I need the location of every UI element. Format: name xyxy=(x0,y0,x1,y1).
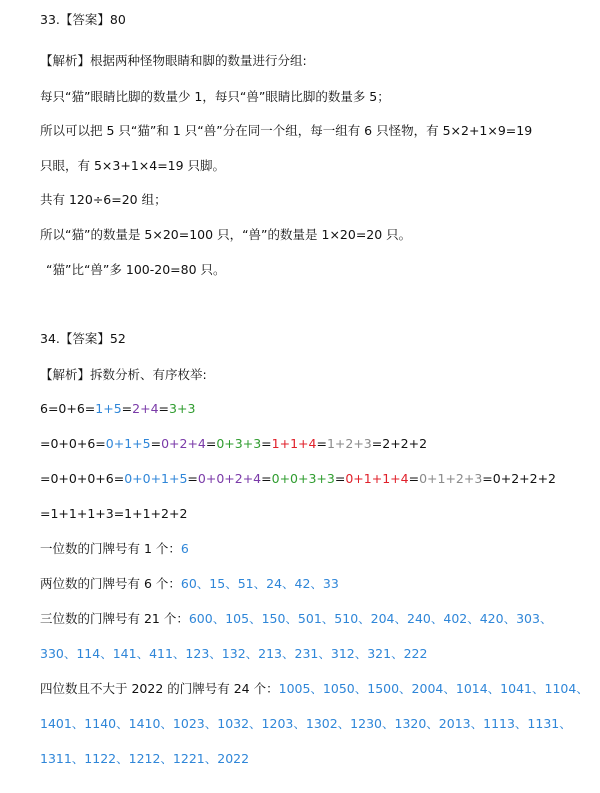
two-digit-label: 两位数的门牌号有 6 个： xyxy=(40,576,181,591)
q34-equation-four-parts xyxy=(40,471,556,487)
q33-heading: 33.【答案】80 xyxy=(40,12,126,27)
q33-line-5: 所以“猫”的数量是 5×20=100 只，“兽”的数量是 1×20=20 只。 xyxy=(40,227,412,242)
q34-two-digit-line xyxy=(40,576,339,592)
eq-segment: 1+2+3 xyxy=(326,436,372,451)
q34-one-digit-line xyxy=(40,541,189,557)
eq-segment: = xyxy=(316,436,327,451)
eq-segment: 0+1+5 xyxy=(105,436,151,451)
eq-segment: = xyxy=(334,471,346,486)
four-digit-values: 1005、1050、1500、2004、1014、1041、1104、 xyxy=(278,681,589,696)
eq-segment: 1+1+4 xyxy=(271,436,317,451)
eq-segment: 0+1+2+3 xyxy=(419,471,483,486)
eq-segment: 0+2+4 xyxy=(161,436,206,451)
eq-segment: = xyxy=(158,401,170,416)
q34-equation-two-parts xyxy=(40,401,195,417)
eq-segment: 3+3 xyxy=(169,401,196,416)
four-digit-values: 1401、1140、1410、1023、1032、1203、1302、1230、1320、2013、1113、1131、 xyxy=(40,716,572,731)
eq-segment: = xyxy=(121,401,133,416)
eq-segment: = xyxy=(205,436,217,451)
q34-three-digit-values-cont xyxy=(40,646,427,662)
eq-segment: = xyxy=(261,471,272,486)
q34-three-digit-line xyxy=(40,611,552,627)
eq-segment: 0+3+3 xyxy=(216,436,262,451)
eq-segment: =0+0+0+6= xyxy=(40,471,125,486)
one-digit-label: 一位数的门牌号有 1 个： xyxy=(40,541,181,556)
q34-heading: 34.【答案】52 xyxy=(40,331,126,346)
eq-segment: = xyxy=(261,436,272,451)
q33-line-1: 每只“猫”眼睛比脚的数量少 1，每只“兽”眼睛比脚的数量多 5； xyxy=(40,89,390,104)
eq-segment: 0+0+1+5 xyxy=(124,471,188,486)
eq-segment: 6=0+6= xyxy=(40,401,96,416)
one-digit-values: 6 xyxy=(180,541,189,556)
eq-segment: 0+1+1+4 xyxy=(345,471,409,486)
three-digit-values: 330、114、141、411、123、132、213、231、312、321、222 xyxy=(40,646,428,661)
three-digit-label: 三位数的门牌号有 21 个： xyxy=(40,611,189,626)
eq-segment: 1+5 xyxy=(95,401,122,416)
q33-analysis-intro: 【解析】根据两种怪物眼睛和脚的数量进行分组: xyxy=(40,53,307,68)
eq-segment: 2+4 xyxy=(132,401,159,416)
eq-segment: 0+0+2+4 xyxy=(197,471,262,486)
q34-analysis-intro: 【解析】拆数分析、有序枚举: xyxy=(40,367,207,382)
two-digit-values: 60、15、51、24、42、33 xyxy=(180,576,339,591)
q34-equation-three-parts xyxy=(40,436,427,452)
eq-segment: = xyxy=(187,471,198,486)
three-digit-values: 600、105、150、501、510、204、240、402、420、303、 xyxy=(188,611,553,626)
eq-segment: =2+2+2 xyxy=(371,436,428,451)
q33-conclusion: “猫”比“兽”多 100-20=80 只。 xyxy=(46,262,226,277)
eq-segment: = xyxy=(408,471,420,486)
q34-four-digit-values-cont xyxy=(40,716,572,732)
four-digit-label: 四位数且不大于 2022 的门牌号有 24 个： xyxy=(40,681,279,696)
q33-line-4: 共有 120÷6=20 组； xyxy=(40,192,167,207)
eq-segment: =0+2+2+2 xyxy=(482,471,557,486)
eq-segment: = xyxy=(150,436,162,451)
four-digit-values: 1311、1122、1212、1221、2022 xyxy=(40,751,250,766)
q33-line-3: 只眼，有 5×3+1×4=19 只脚。 xyxy=(40,158,226,173)
eq-segment: =0+0+6= xyxy=(40,436,106,451)
q34-four-digit-line xyxy=(40,681,589,697)
eq-segment: 0+0+3+3 xyxy=(271,471,335,486)
q33-line-2: 所以可以把 5 只“猫”和 1 只“兽”分在同一个组，每一组有 6 只怪物，有 5×2+1×9=19 xyxy=(40,123,533,138)
q34-equation-continued: =1+1+1+3=1+1+2+2 xyxy=(40,506,188,521)
q34-four-digit-values-end xyxy=(40,751,249,767)
